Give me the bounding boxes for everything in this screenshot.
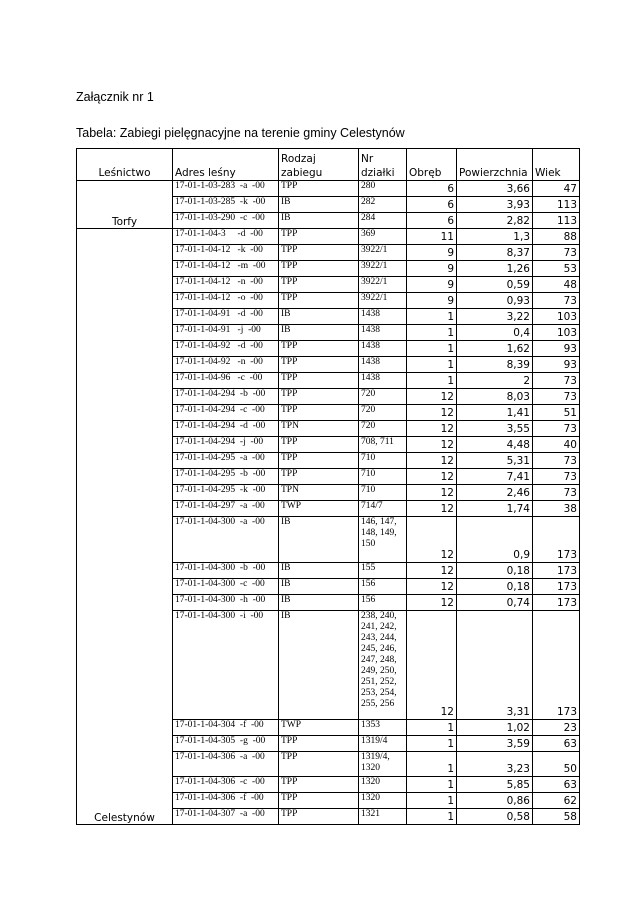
area-cell: 0,18 <box>457 579 533 595</box>
plot-cell: 708, 711 <box>359 437 407 453</box>
plot-cell: 155 <box>359 563 407 579</box>
area-cell: 0,4 <box>457 325 533 341</box>
area-cell: 0,59 <box>457 277 533 293</box>
table-body <box>77 181 580 825</box>
address-cell: 17-01-1-03-290 -c -00 <box>173 213 279 229</box>
precinct-cell: 6 <box>407 197 457 213</box>
plot-cell: 280 <box>359 181 407 197</box>
plot-cell: 3922/1 <box>359 245 407 261</box>
area-cell: 1,41 <box>457 405 533 421</box>
treatment-cell: IB <box>279 611 359 720</box>
age-cell: 58 <box>533 809 580 825</box>
address-cell: 17-01-1-04-297 -a -00 <box>173 501 279 517</box>
precinct-cell: 12 <box>407 437 457 453</box>
treatment-cell: IB <box>279 213 359 229</box>
precinct-cell: 12 <box>407 595 457 611</box>
precinct-cell: 12 <box>407 453 457 469</box>
area-cell: 3,22 <box>457 309 533 325</box>
precinct-cell: 1 <box>407 325 457 341</box>
age-cell: 73 <box>533 485 580 501</box>
area-cell: 3,66 <box>457 181 533 197</box>
address-cell: 17-01-1-04-91 -j -00 <box>173 325 279 341</box>
area-cell: 2,82 <box>457 213 533 229</box>
address-cell: 17-01-1-04-306 -c -00 <box>173 777 279 793</box>
address-cell: 17-01-1-04-12 -m -00 <box>173 261 279 277</box>
age-cell: 40 <box>533 437 580 453</box>
plot-cell: 1438 <box>359 309 407 325</box>
treatment-cell: TPP <box>279 453 359 469</box>
plot-cell: 1319/4, 1320 <box>359 752 407 777</box>
precinct-cell: 12 <box>407 563 457 579</box>
area-cell: 1,74 <box>457 501 533 517</box>
precinct-cell: 9 <box>407 261 457 277</box>
address-cell: 17-01-1-04-12 -o -00 <box>173 293 279 309</box>
precinct-cell: 1 <box>407 357 457 373</box>
age-cell: 93 <box>533 341 580 357</box>
forestry-cell: Torfy <box>77 181 173 229</box>
precinct-cell: 9 <box>407 277 457 293</box>
age-cell: 73 <box>533 389 580 405</box>
address-cell: 17-01-1-04-12 -n -00 <box>173 277 279 293</box>
plot-cell: 238, 240, 241, 242, 243, 244, 245, 246, 247, 248, 249, 250, 251, 252, 253, 254, 255, 256 <box>359 611 407 720</box>
treatment-cell: IB <box>279 197 359 213</box>
age-cell: 50 <box>533 752 580 777</box>
address-cell: 17-01-1-04-304 -f -00 <box>173 720 279 736</box>
address-cell: 17-01-1-04-300 -h -00 <box>173 595 279 611</box>
age-cell: 63 <box>533 736 580 752</box>
precinct-cell: 1 <box>407 777 457 793</box>
plot-cell: 714/7 <box>359 501 407 517</box>
address-cell: 17-01-1-04-294 -j -00 <box>173 437 279 453</box>
precinct-cell: 1 <box>407 309 457 325</box>
plot-cell: 720 <box>359 389 407 405</box>
treatment-cell: TPP <box>279 405 359 421</box>
age-cell: 48 <box>533 277 580 293</box>
treatment-cell: TPP <box>279 793 359 809</box>
treatment-cell: TPP <box>279 261 359 277</box>
precinct-cell: 12 <box>407 405 457 421</box>
treatment-cell: IB <box>279 579 359 595</box>
address-cell: 17-01-1-04-12 -k -00 <box>173 245 279 261</box>
age-cell: 73 <box>533 453 580 469</box>
address-cell: 17-01-1-04-300 -a -00 <box>173 517 279 563</box>
area-cell: 4,48 <box>457 437 533 453</box>
area-cell: 8,37 <box>457 245 533 261</box>
area-cell: 1,62 <box>457 341 533 357</box>
header-nr-dzialki <box>359 149 407 181</box>
treatments-table <box>76 148 580 825</box>
plot-cell: 146, 147, 148, 149, 150 <box>359 517 407 563</box>
header-lesnictwo: Leśnictwo <box>77 149 173 181</box>
address-cell: 17-01-1-04-295 -a -00 <box>173 453 279 469</box>
address-cell: 17-01-1-03-283 -a -00 <box>173 181 279 197</box>
address-cell: 17-01-1-04-307 -a -00 <box>173 809 279 825</box>
plot-cell: 720 <box>359 405 407 421</box>
precinct-cell: 9 <box>407 245 457 261</box>
plot-cell: 284 <box>359 213 407 229</box>
treatment-cell: IB <box>279 325 359 341</box>
address-cell: 17-01-1-04-300 -i -00 <box>173 611 279 720</box>
precinct-cell: 6 <box>407 181 457 197</box>
treatment-cell: TPP <box>279 181 359 197</box>
forestry-cell: Celestynów <box>77 229 173 825</box>
plot-cell: 3922/1 <box>359 293 407 309</box>
address-cell: 17-01-1-03-285 -k -00 <box>173 197 279 213</box>
plot-cell: 156 <box>359 579 407 595</box>
area-cell: 0,86 <box>457 793 533 809</box>
area-cell: 0,9 <box>457 517 533 563</box>
precinct-cell: 11 <box>407 229 457 245</box>
precinct-cell: 1 <box>407 793 457 809</box>
plot-cell: 1320 <box>359 793 407 809</box>
address-cell: 17-01-1-04-295 -k -00 <box>173 485 279 501</box>
age-cell: 63 <box>533 777 580 793</box>
treatment-cell: TPP <box>279 469 359 485</box>
address-cell: 17-01-1-04-3 -d -00 <box>173 229 279 245</box>
area-cell: 3,31 <box>457 611 533 720</box>
address-cell: 17-01-1-04-294 -d -00 <box>173 421 279 437</box>
address-cell: 17-01-1-04-294 -b -00 <box>173 389 279 405</box>
area-cell: 3,23 <box>457 752 533 777</box>
treatment-cell: TPP <box>279 437 359 453</box>
precinct-cell: 12 <box>407 389 457 405</box>
treatment-cell: TPP <box>279 277 359 293</box>
precinct-cell: 1 <box>407 720 457 736</box>
plot-cell: 710 <box>359 485 407 501</box>
treatment-cell: TPN <box>279 485 359 501</box>
plot-cell: 710 <box>359 469 407 485</box>
precinct-cell: 12 <box>407 579 457 595</box>
header-nr-line2: działki <box>361 167 395 179</box>
header-adres: Adres leśny <box>173 149 279 181</box>
precinct-cell: 12 <box>407 501 457 517</box>
address-cell: 17-01-1-04-96 -c -00 <box>173 373 279 389</box>
age-cell: 173 <box>533 563 580 579</box>
address-cell: 17-01-1-04-306 -f -00 <box>173 793 279 809</box>
age-cell: 113 <box>533 197 580 213</box>
age-cell: 173 <box>533 579 580 595</box>
treatment-cell: IB <box>279 563 359 579</box>
table-row <box>77 181 580 197</box>
annex-title: Załącznik nr 1 <box>76 90 154 104</box>
treatment-cell: TPP <box>279 229 359 245</box>
area-cell: 2,46 <box>457 485 533 501</box>
treatment-cell: TPN <box>279 421 359 437</box>
area-cell: 8,03 <box>457 389 533 405</box>
precinct-cell: 1 <box>407 752 457 777</box>
area-cell: 0,93 <box>457 293 533 309</box>
precinct-cell: 1 <box>407 373 457 389</box>
treatment-cell: TPP <box>279 341 359 357</box>
area-cell: 0,18 <box>457 563 533 579</box>
age-cell: 73 <box>533 373 580 389</box>
area-cell: 3,93 <box>457 197 533 213</box>
treatment-cell: IB <box>279 595 359 611</box>
age-cell: 23 <box>533 720 580 736</box>
age-cell: 93 <box>533 357 580 373</box>
area-cell: 0,74 <box>457 595 533 611</box>
treatment-cell: TPP <box>279 293 359 309</box>
table-row <box>77 229 580 245</box>
precinct-cell: 12 <box>407 485 457 501</box>
plot-cell: 1320 <box>359 777 407 793</box>
precinct-cell: 1 <box>407 736 457 752</box>
precinct-cell: 1 <box>407 341 457 357</box>
address-cell: 17-01-1-04-92 -n -00 <box>173 357 279 373</box>
plot-cell: 1321 <box>359 809 407 825</box>
area-cell: 3,59 <box>457 736 533 752</box>
plot-cell: 369 <box>359 229 407 245</box>
plot-cell: 1353 <box>359 720 407 736</box>
age-cell: 51 <box>533 405 580 421</box>
precinct-cell: 12 <box>407 421 457 437</box>
area-cell: 0,58 <box>457 809 533 825</box>
treatment-cell: TPP <box>279 245 359 261</box>
precinct-cell: 6 <box>407 213 457 229</box>
area-cell: 3,55 <box>457 421 533 437</box>
table-header-row <box>77 149 580 181</box>
address-cell: 17-01-1-04-300 -b -00 <box>173 563 279 579</box>
table-caption: Tabela: Zabiegi pielęgnacyjne na terenie gminy Celestynów <box>76 126 405 140</box>
treatment-cell: TWP <box>279 720 359 736</box>
address-cell: 17-01-1-04-305 -g -00 <box>173 736 279 752</box>
age-cell: 73 <box>533 469 580 485</box>
address-cell: 17-01-1-04-295 -b -00 <box>173 469 279 485</box>
address-cell: 17-01-1-04-91 -d -00 <box>173 309 279 325</box>
age-cell: 73 <box>533 421 580 437</box>
treatment-cell: TPP <box>279 777 359 793</box>
plot-cell: 1438 <box>359 357 407 373</box>
age-cell: 173 <box>533 611 580 720</box>
age-cell: 73 <box>533 293 580 309</box>
area-cell: 5,31 <box>457 453 533 469</box>
treatment-cell: IB <box>279 517 359 563</box>
treatment-cell: TPP <box>279 752 359 777</box>
address-cell: 17-01-1-04-306 -a -00 <box>173 752 279 777</box>
area-cell: 1,3 <box>457 229 533 245</box>
area-cell: 1,02 <box>457 720 533 736</box>
header-powierzchnia: Powierzchnia <box>457 149 533 181</box>
area-cell: 2 <box>457 373 533 389</box>
plot-cell: 720 <box>359 421 407 437</box>
plot-cell: 1438 <box>359 341 407 357</box>
plot-cell: 3922/1 <box>359 277 407 293</box>
age-cell: 38 <box>533 501 580 517</box>
precinct-cell: 1 <box>407 809 457 825</box>
address-cell: 17-01-1-04-92 -d -00 <box>173 341 279 357</box>
area-cell: 1,26 <box>457 261 533 277</box>
header-nr-line1: Nr <box>361 153 374 165</box>
header-obreb: Obręb <box>407 149 457 181</box>
plot-cell: 1438 <box>359 325 407 341</box>
plot-cell: 1319/4 <box>359 736 407 752</box>
precinct-cell: 12 <box>407 517 457 563</box>
plot-cell: 1438 <box>359 373 407 389</box>
treatment-cell: TPP <box>279 373 359 389</box>
age-cell: 73 <box>533 245 580 261</box>
age-cell: 47 <box>533 181 580 197</box>
age-cell: 173 <box>533 595 580 611</box>
plot-cell: 282 <box>359 197 407 213</box>
age-cell: 88 <box>533 229 580 245</box>
treatment-cell: IB <box>279 309 359 325</box>
age-cell: 53 <box>533 261 580 277</box>
plot-cell: 710 <box>359 453 407 469</box>
plot-cell: 3922/1 <box>359 261 407 277</box>
age-cell: 113 <box>533 213 580 229</box>
header-rodzaj: Rodzaj zabiegu <box>279 149 359 181</box>
precinct-cell: 12 <box>407 611 457 720</box>
age-cell: 62 <box>533 793 580 809</box>
area-cell: 5,85 <box>457 777 533 793</box>
age-cell: 173 <box>533 517 580 563</box>
precinct-cell: 9 <box>407 293 457 309</box>
header-wiek: Wiek <box>533 149 580 181</box>
area-cell: 8,39 <box>457 357 533 373</box>
area-cell: 7,41 <box>457 469 533 485</box>
precinct-cell: 12 <box>407 469 457 485</box>
address-cell: 17-01-1-04-294 -c -00 <box>173 405 279 421</box>
treatment-cell: TPP <box>279 389 359 405</box>
treatment-cell: TPP <box>279 357 359 373</box>
treatment-cell: TPP <box>279 809 359 825</box>
age-cell: 103 <box>533 325 580 341</box>
plot-cell: 156 <box>359 595 407 611</box>
address-cell: 17-01-1-04-300 -c -00 <box>173 579 279 595</box>
age-cell: 103 <box>533 309 580 325</box>
treatment-cell: TPP <box>279 736 359 752</box>
treatment-cell: TWP <box>279 501 359 517</box>
